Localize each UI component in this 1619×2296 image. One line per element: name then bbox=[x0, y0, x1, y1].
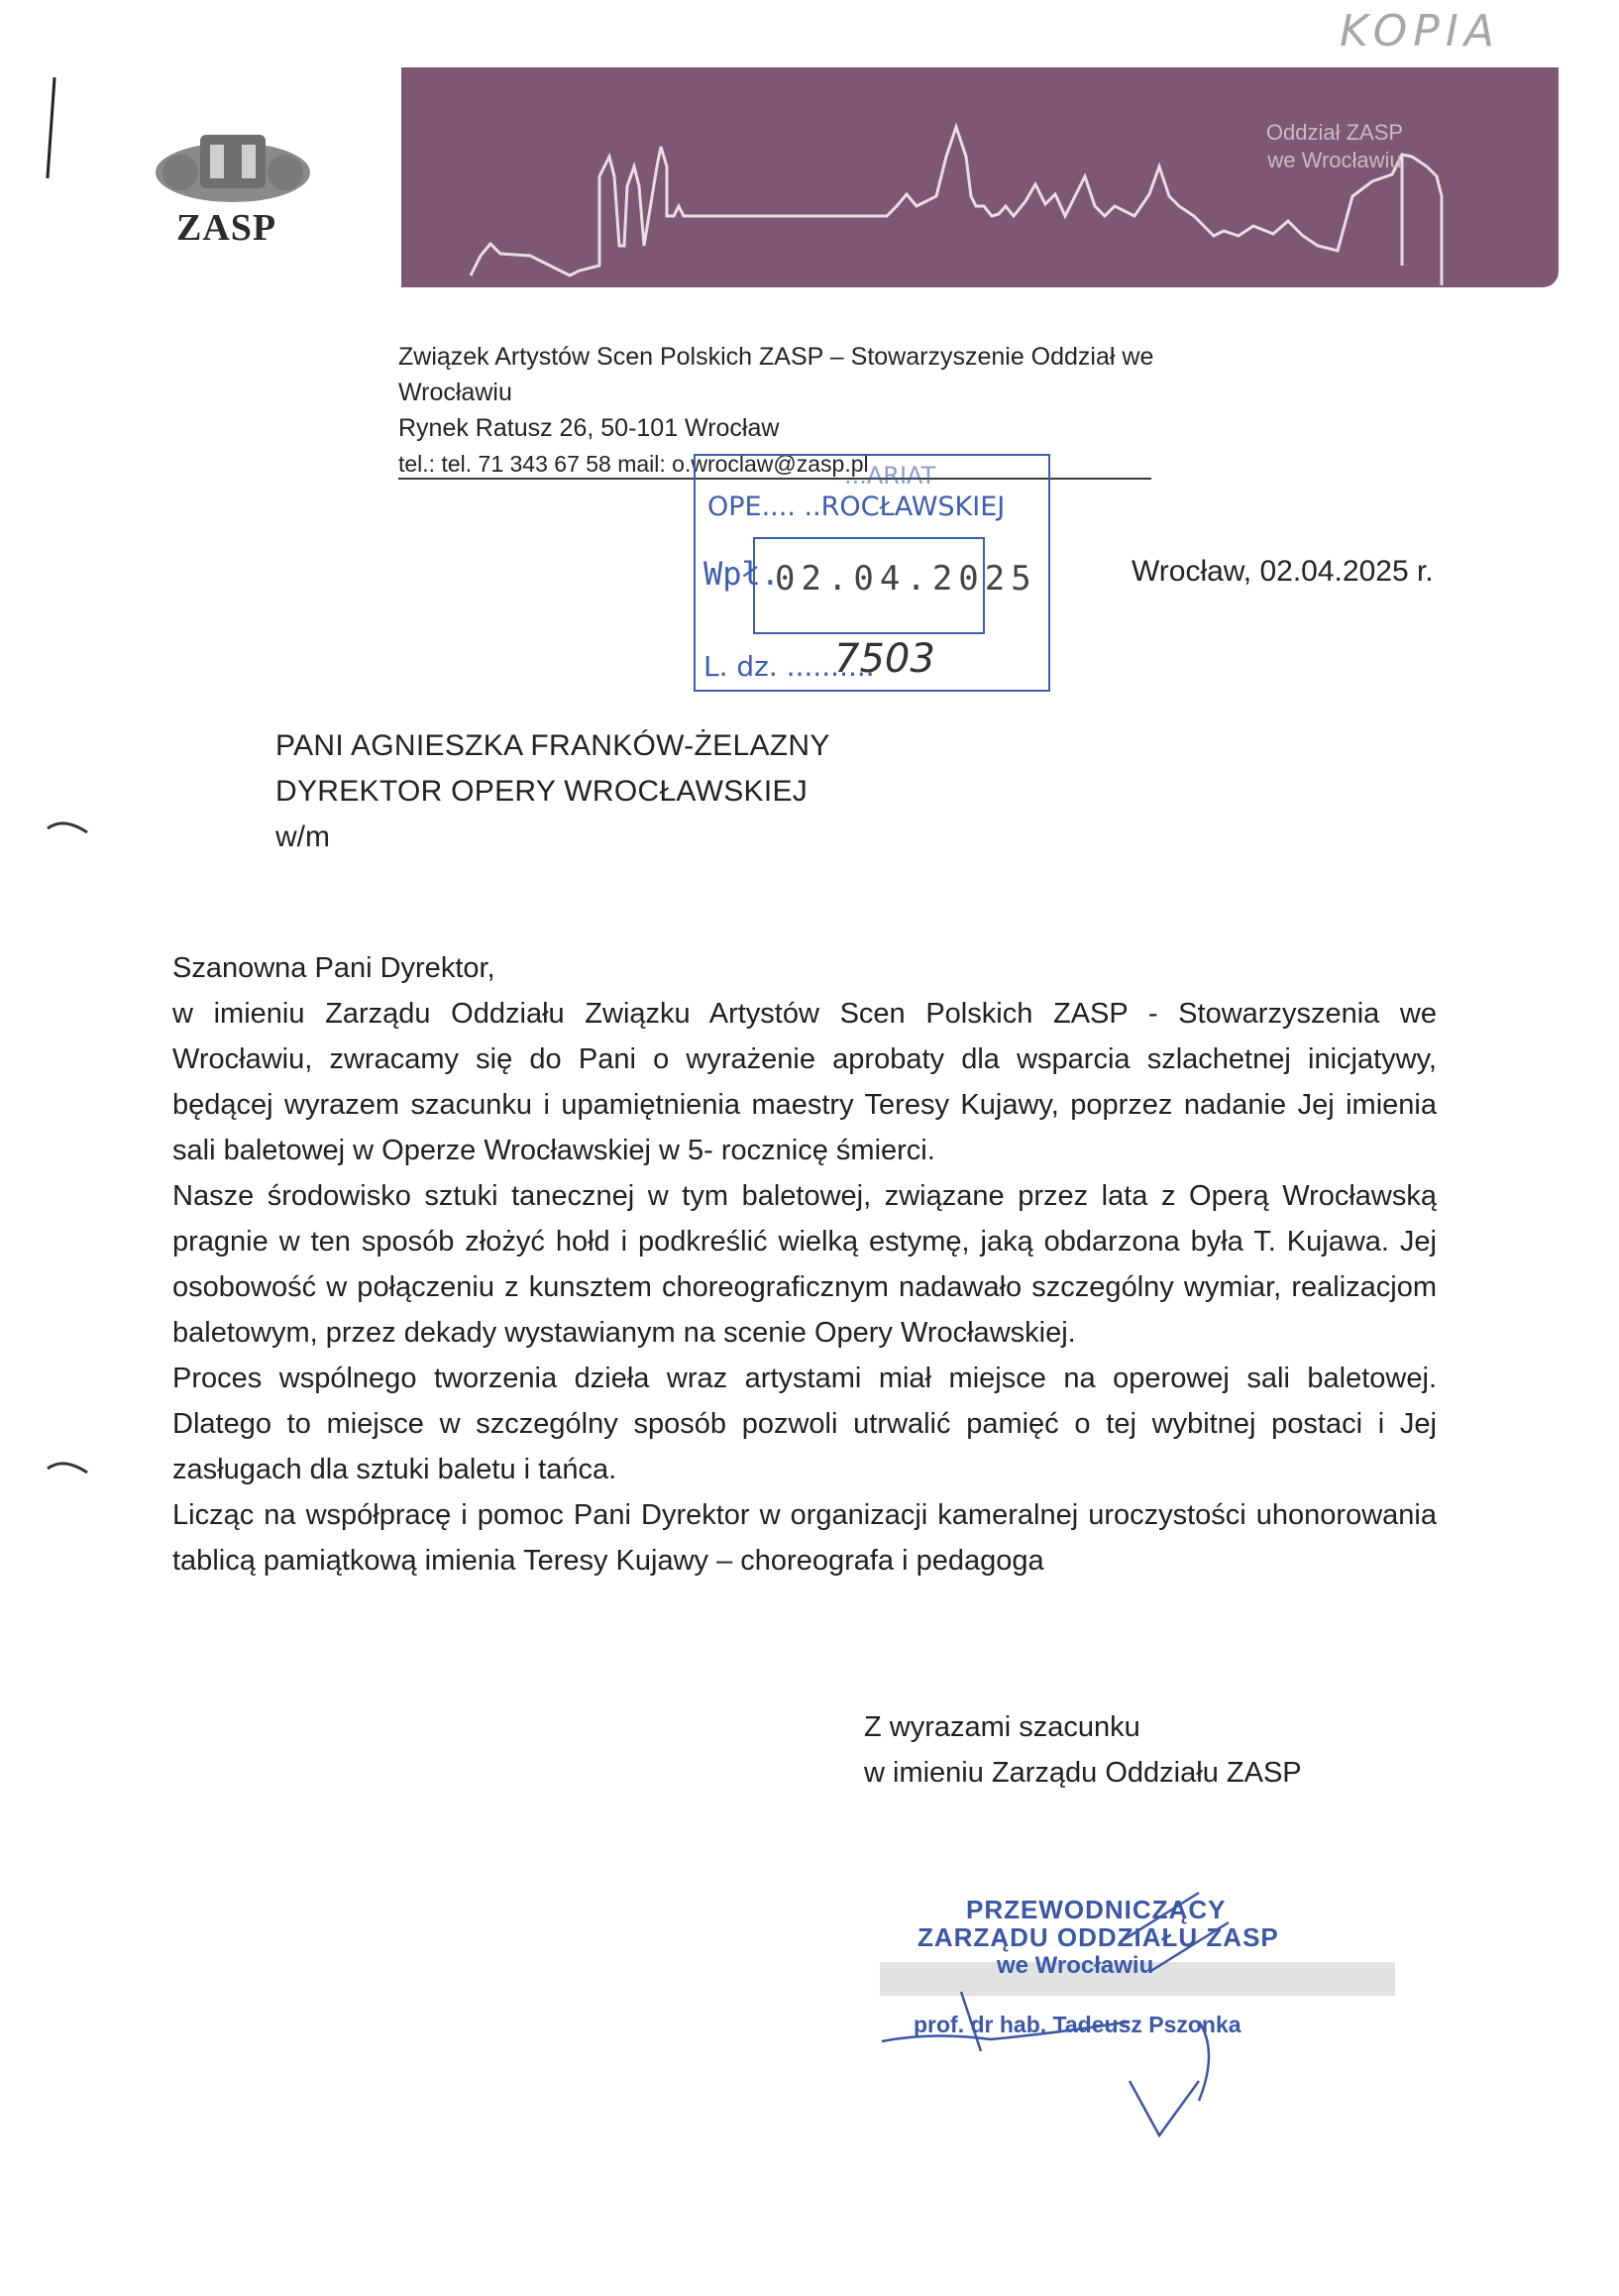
theatre-masks-icon bbox=[149, 115, 317, 214]
punch-mark-bottom bbox=[44, 1449, 93, 1488]
signature-city: we Wrocławiu bbox=[997, 1952, 1154, 1979]
addressee-title: DYREKTOR OPERY WROCŁAWSKIEJ bbox=[275, 775, 809, 808]
signature-stamp bbox=[872, 1883, 1427, 2140]
addressee-block bbox=[275, 723, 830, 860]
banner-line-2: we Wrocławiu bbox=[1267, 148, 1402, 172]
signature-role: PRZEWODNICZĄCY bbox=[966, 1895, 1227, 1924]
banner-line-1: Oddział ZASP bbox=[1265, 120, 1404, 145]
zasp-logo bbox=[149, 115, 317, 249]
stamp-wpl-label: Wpł. bbox=[703, 555, 781, 593]
closing-line-1: Z wyrazami szacunku bbox=[864, 1711, 1140, 1743]
letter-body bbox=[172, 945, 1437, 1584]
logo-text: ZASP bbox=[176, 207, 277, 249]
organization-address: Rynek Ratusz 26, 50-101 Wrocław bbox=[398, 414, 780, 442]
stamp-ldz-label: L. dz. .......... bbox=[703, 650, 875, 683]
paragraph-1: w imieniu Zarządu Oddziału Związku Artystów Scen Polskich ZASP - Stowarzyszenia we Wrocławiu, zwracamy się do Pani o wyrażenie aprobaty dla wsparcia szlachetnej inicjatywy, będącej wyrazem szacunku i upamiętnienia maestry Teresy Kujawy, poprzez nadanie Jej imienia sali baletowej w Operze Wrocławskiej w 5- rocznicę śmierci. bbox=[172, 998, 1437, 1166]
stamp-line-1: ...ARIAT bbox=[844, 462, 936, 490]
organization-name: Związek Artystów Scen Polskich ZASP – Stowarzyszenie Oddział we Wrocławiu bbox=[398, 343, 1154, 406]
letter-date: Wrocław, 02.04.2025 r. bbox=[1132, 555, 1434, 588]
wroclaw-skyline-icon bbox=[401, 67, 1559, 287]
closing-block bbox=[864, 1704, 1302, 1796]
signature-name: prof. dr hab. Tadeusz Pszonka bbox=[914, 2012, 1241, 2037]
incoming-stamp bbox=[694, 454, 1050, 692]
handwritten-signature bbox=[872, 1883, 1427, 2140]
copy-annotation: KOPIA bbox=[1340, 6, 1500, 56]
paragraph-3: Proces wspólnego tworzenia dzieła wraz artystami miał miejsce na operowej sali baletowej. Dlatego to miejsce w szczególny sposób pozwoli utrwalić pamięć o tej wybitnej postaci i Jej zasługach dla sztuki baletu i tańca. bbox=[172, 1363, 1437, 1485]
salutation: Szanowna Pani Dyrektor, bbox=[172, 952, 495, 984]
paragraph-4: Licząc na współpracę i pomoc Pani Dyrektor w organizacji kameralnej uroczystości uhonorowania tablicą pamiątkową imienia Teresy Kujawy – choreografa i pedagoga bbox=[172, 1499, 1437, 1577]
signature-body: ZARZĄDU ODDZIAŁU ZASP bbox=[917, 1922, 1279, 1952]
addressee-location: w/m bbox=[275, 820, 330, 853]
stamp-date: 02.04.2025 bbox=[775, 559, 1037, 599]
stamp-ldz-number: 7503 bbox=[834, 636, 935, 682]
header-banner bbox=[401, 67, 1559, 287]
addressee-name: PANI AGNIESZKA FRANKÓW-ŻELAZNY bbox=[275, 729, 830, 762]
punch-mark-top bbox=[44, 809, 93, 848]
organization-contact: tel.: tel. 71 343 67 58 mail: o.wroclaw@zasp.pl bbox=[398, 451, 869, 477]
margin-mark bbox=[46, 77, 55, 178]
stamp-line-2: OPE.... ..ROCŁAWSKIEJ bbox=[707, 492, 1006, 522]
paragraph-2: Nasze środowisko sztuki tanecznej w tym baletowej, związane przez lata z Operą Wrocławską pragnie w ten sposób złożyć hołd i podkreślić wielką estymę, jaką obdarzona była T. Kujawa. Jej osobowość w połączeniu z kunsztem choreograficznym nadawało szczególny wymiar, realizacjom baletowym, przez dekady wystawianym na scenie Opery Wrocławskiej. bbox=[172, 1180, 1437, 1349]
closing-line-2: w imieniu Zarządu Oddziału ZASP bbox=[864, 1757, 1302, 1789]
